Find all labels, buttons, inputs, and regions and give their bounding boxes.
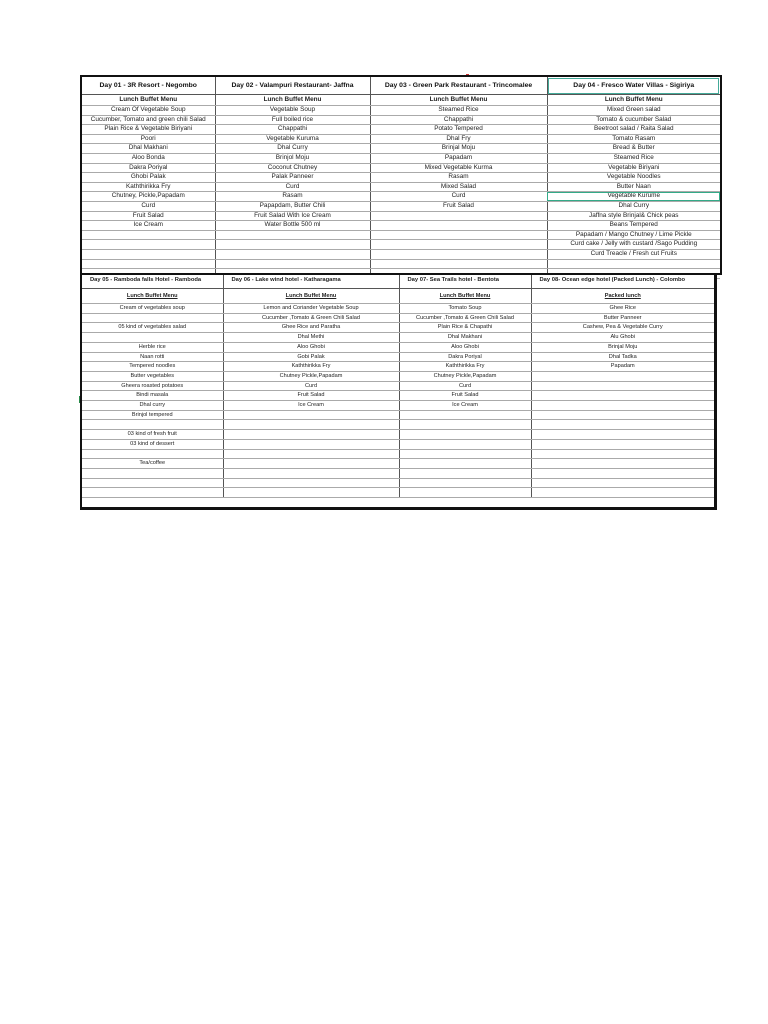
menu-cell[interactable]: Aloo Bonda: [82, 153, 215, 163]
day-header[interactable]: Day 04 - Fresco Water Villas - Sigiriya: [547, 77, 720, 95]
menu-cell[interactable]: Dakra Poriyal: [82, 163, 215, 173]
menu-cell[interactable]: Ice Cream: [82, 221, 215, 231]
menu-cell[interactable]: Potato Tempered: [370, 125, 547, 135]
menu-cell[interactable]: Curd cake / Jelly with custard /Sago Pudding: [547, 240, 720, 250]
menu-cell[interactable]: Cucumber, Tomato and green chili Salad: [82, 115, 215, 125]
table-row: [82, 420, 714, 430]
table-row: [82, 371, 714, 381]
menu-cell[interactable]: Vegetable Biriyani: [547, 163, 720, 173]
menu-cell[interactable]: Brinjol tempered: [82, 410, 223, 420]
menu-cell[interactable]: [223, 459, 399, 469]
table-row: [82, 259, 720, 269]
menu-cell[interactable]: Curd: [82, 201, 215, 211]
table-row: [82, 352, 714, 362]
menu-cell[interactable]: Cream Of Vegetable Soup: [82, 106, 215, 116]
menu-cell[interactable]: [370, 249, 547, 259]
menu-cell[interactable]: Papadam: [531, 362, 714, 372]
menu-cell[interactable]: Beetroot salad / Raita Salad: [547, 125, 720, 135]
menu-cell[interactable]: [399, 430, 531, 440]
menu-cell[interactable]: Mixed Vegetable Kurma: [370, 163, 547, 173]
menu-cell[interactable]: [370, 221, 547, 231]
menu-cell[interactable]: Kaththirikka Fry: [82, 182, 215, 192]
table-row: [82, 439, 714, 449]
menu-cell[interactable]: Lemon and Coriander Vegetable Soup: [223, 304, 399, 314]
menu-title[interactable]: Lunch Buffet Menu: [82, 289, 223, 304]
menu-cell[interactable]: [82, 449, 223, 459]
menu-cell[interactable]: Rasam: [370, 173, 547, 183]
menu-cell[interactable]: Butter Panneer: [531, 313, 714, 323]
menu-cell[interactable]: [82, 468, 223, 478]
table-row: [82, 391, 714, 401]
menu-cell[interactable]: [223, 488, 399, 498]
table-row: [82, 153, 720, 163]
menu-cell[interactable]: Jaffna style Brinjal& Chick peas: [547, 211, 720, 221]
menu-cell[interactable]: [531, 371, 714, 381]
day-header[interactable]: Day 02 - Valampuri Restaurant- Jaffna: [215, 77, 370, 95]
menu-cell[interactable]: [399, 420, 531, 430]
table-row: [82, 201, 720, 211]
menu-cell[interactable]: [215, 259, 370, 269]
menu-cell[interactable]: 03 kind of dessert: [82, 439, 223, 449]
menu-cell[interactable]: 03 kind of fresh fruit: [82, 430, 223, 440]
menu-cell[interactable]: Ghee Rice and Paratha: [223, 323, 399, 333]
subheader-row: [82, 289, 714, 304]
menu-cell[interactable]: [223, 468, 399, 478]
table-row: [82, 221, 720, 231]
menu-cell[interactable]: Dhal Makhani: [399, 333, 531, 343]
table-row: [82, 125, 720, 135]
menu-cell[interactable]: Water Bottle 500 ml: [215, 221, 370, 231]
menu-cell[interactable]: [399, 439, 531, 449]
menu-cell[interactable]: [531, 420, 714, 430]
table-row: [82, 410, 714, 420]
menu-cell[interactable]: [399, 488, 531, 498]
menu-cell[interactable]: Beans Tempered: [547, 221, 720, 231]
menu-cell[interactable]: Papadam / Mango Chutney / Lime Pickle: [547, 230, 720, 240]
menu-cell[interactable]: Chutney Pickle,Papadam: [223, 371, 399, 381]
menu-cell[interactable]: Brinjal Moju: [531, 342, 714, 352]
menu-cell[interactable]: [215, 249, 370, 259]
menu-cell[interactable]: Chappathi: [370, 115, 547, 125]
table-row: [82, 211, 720, 221]
table-row: [82, 134, 720, 144]
menu-cell[interactable]: Cucumber ,Tomato & Green Chili Salad: [399, 313, 531, 323]
menu-cell[interactable]: Steamed Rice: [547, 153, 720, 163]
menu-cell[interactable]: Plain Rice & Vegetable Biriyani: [82, 125, 215, 135]
menu-cell[interactable]: [531, 478, 714, 488]
menu-cell[interactable]: Tempered noodles: [82, 362, 223, 372]
menu-cell[interactable]: [399, 478, 531, 488]
menu-cell[interactable]: Vegetable Noodles: [547, 173, 720, 183]
menu-cell[interactable]: Aloo Ghobi: [223, 342, 399, 352]
table-row: [82, 249, 720, 259]
menu-cell[interactable]: Dakra Poriyal: [399, 352, 531, 362]
menu-title[interactable]: Lunch Buffet Menu: [215, 95, 370, 106]
table-row: [82, 173, 720, 183]
menu-cell[interactable]: Full boiled rice: [215, 115, 370, 125]
menu-cell[interactable]: [531, 439, 714, 449]
table-row: [82, 182, 720, 192]
day-header[interactable]: Day 06 - Lake wind hotel - Katharagama: [223, 275, 399, 289]
menu-cell[interactable]: [82, 259, 215, 269]
table-row: [82, 333, 714, 343]
menu-cell[interactable]: Bread & Butter: [547, 144, 720, 154]
menu-cell[interactable]: Gobi Palak: [223, 352, 399, 362]
menu-cell[interactable]: Tomato Rasam: [547, 134, 720, 144]
menu-cell[interactable]: [370, 240, 547, 250]
table-row: [82, 230, 720, 240]
day-header[interactable]: Day 01 - 3R Resort - Negombo: [82, 77, 215, 95]
menu-title[interactable]: Packed lunch: [531, 289, 714, 304]
menu-cell[interactable]: [399, 468, 531, 478]
table-row: [82, 192, 720, 202]
menu-cell[interactable]: Fruit Salad: [223, 391, 399, 401]
menu-cell[interactable]: [370, 211, 547, 221]
menu-cell[interactable]: [370, 230, 547, 240]
menu-cell[interactable]: [223, 430, 399, 440]
table-row: [82, 342, 714, 352]
menu-cell[interactable]: [82, 420, 223, 430]
menu-cell[interactable]: Fruit Salad: [82, 211, 215, 221]
menu-cell[interactable]: Cream of vegetables soup: [82, 304, 223, 314]
menu-cell[interactable]: Curd: [215, 182, 370, 192]
menu-cell[interactable]: Vegetable Kurume: [547, 192, 720, 202]
table-row: [82, 323, 714, 333]
menu-cell[interactable]: [531, 391, 714, 401]
menu-cell[interactable]: [223, 420, 399, 430]
menu-cell[interactable]: Curd: [223, 381, 399, 391]
menu-title[interactable]: Lunch Buffet Menu: [399, 289, 531, 304]
header-row: [82, 275, 714, 289]
table-row: [82, 478, 714, 488]
header-row: [82, 77, 720, 95]
menu-cell[interactable]: [531, 459, 714, 469]
table-row: [82, 106, 720, 116]
menu-title[interactable]: Lunch Buffet Menu: [547, 95, 720, 106]
menu-cell[interactable]: Papadam: [370, 153, 547, 163]
menu-cell[interactable]: [82, 488, 223, 498]
menu-cell[interactable]: Kaththirikka Fry: [399, 362, 531, 372]
table-row: [82, 381, 714, 391]
menu-cell[interactable]: [531, 468, 714, 478]
table-row: [82, 449, 714, 459]
menu-cell[interactable]: Ice Cream: [223, 401, 399, 411]
menu-cell[interactable]: Ghobi Palak: [82, 173, 215, 183]
menu-cell[interactable]: Dhal curry: [82, 401, 223, 411]
menu-cell[interactable]: Chutney, Pickle,Papadam: [82, 192, 215, 202]
table-row: [82, 468, 714, 478]
table-row: [82, 115, 720, 125]
menu-cell[interactable]: Fruit Salad With Ice Cream: [215, 211, 370, 221]
menu-cell[interactable]: Curd: [399, 381, 531, 391]
menu-cell[interactable]: [223, 410, 399, 420]
table-row: [82, 240, 720, 250]
menu-cell[interactable]: Rasam: [215, 192, 370, 202]
menu-cell[interactable]: Poori: [82, 134, 215, 144]
menu-cell[interactable]: [215, 230, 370, 240]
menu-cell[interactable]: [531, 381, 714, 391]
menu-cell[interactable]: Dhal Tadka: [531, 352, 714, 362]
menu-cell[interactable]: Mixed Salad: [370, 182, 547, 192]
menu-cell[interactable]: Coconut Chutney: [215, 163, 370, 173]
day-header[interactable]: Day 03 - Green Park Restaurant - Trincomalee: [370, 77, 547, 95]
menu-cell[interactable]: Gheera roasted potatoes: [82, 381, 223, 391]
day-header[interactable]: Day 05 - Ramboda falls Hotel - Ramboda: [82, 275, 223, 289]
table-row: [82, 430, 714, 440]
menu-cell[interactable]: [399, 449, 531, 459]
menu-cell[interactable]: Dhal Methi: [223, 333, 399, 343]
menu-cell[interactable]: [82, 230, 215, 240]
menu-cell[interactable]: Curd Treacle / Fresh cut Fruits: [547, 249, 720, 259]
table-row: [82, 313, 714, 323]
menu-cell[interactable]: [399, 459, 531, 469]
table-row: [82, 362, 714, 372]
menu-title[interactable]: Lunch Buffet Menu: [223, 289, 399, 304]
menu-cell[interactable]: [223, 478, 399, 488]
menu-cell[interactable]: Kaththirikka Fry: [223, 362, 399, 372]
table-row: [82, 459, 714, 469]
menu-cell[interactable]: Vegetable Soup: [215, 106, 370, 116]
menu-cell[interactable]: [223, 449, 399, 459]
menu-cell[interactable]: Plain Rice & Chapathi: [399, 323, 531, 333]
menu-cell[interactable]: [531, 449, 714, 459]
menu-cell[interactable]: [215, 240, 370, 250]
menu-cell[interactable]: Cashew, Pea & Vegetable Curry: [531, 323, 714, 333]
menu-cell[interactable]: Fruit Salad: [399, 391, 531, 401]
menu-cell[interactable]: Chutney Pickle,Papadam: [399, 371, 531, 381]
table-row: [82, 488, 714, 498]
top-menu-table: [80, 75, 722, 275]
menu-cell[interactable]: Ice Cream: [399, 401, 531, 411]
menu-cell[interactable]: [547, 259, 720, 269]
menu-cell[interactable]: [531, 410, 714, 420]
menu-cell[interactable]: Tomato Soup: [399, 304, 531, 314]
menu-cell[interactable]: [531, 401, 714, 411]
menu-cell[interactable]: [82, 478, 223, 488]
menu-cell[interactable]: Alu Ghobi: [531, 333, 714, 343]
table-row: [82, 144, 720, 154]
menu-cell[interactable]: Curd: [370, 192, 547, 202]
menu-cell[interactable]: Butter vegetables: [82, 371, 223, 381]
menu-cell[interactable]: Steamed Rice: [370, 106, 547, 116]
menu-cell[interactable]: [82, 240, 215, 250]
menu-cell[interactable]: Dhal Curry: [215, 144, 370, 154]
menu-cell[interactable]: [223, 439, 399, 449]
day-header[interactable]: Day 07- Sea Trails hotel - Bentota: [399, 275, 531, 289]
menu-cell[interactable]: Tea/coffee: [82, 459, 223, 469]
menu-cell[interactable]: [82, 333, 223, 343]
table-row: [82, 304, 714, 314]
menu-title[interactable]: Lunch Buffet Menu: [82, 95, 215, 106]
menu-cell[interactable]: Palak Panneer: [215, 173, 370, 183]
menu-cell[interactable]: 05 kind of vegetables salad: [82, 323, 223, 333]
table-row: [82, 401, 714, 411]
menu-cell[interactable]: Mixed Green salad: [547, 106, 720, 116]
bottom-menu-table: [80, 273, 717, 510]
menu-cell[interactable]: Brinjol Moju: [215, 153, 370, 163]
menu-cell[interactable]: [531, 430, 714, 440]
menu-title[interactable]: Lunch Buffet Menu: [370, 95, 547, 106]
day-header[interactable]: Day 08- Ocean edge hotel (Packed Lunch) - Colombo: [531, 275, 714, 289]
menu-cell[interactable]: Dhal Makhani: [82, 144, 215, 154]
menu-cell[interactable]: [399, 410, 531, 420]
menu-cell[interactable]: Dhal Curry: [547, 201, 720, 211]
menu-cell[interactable]: Dhal Fry: [370, 134, 547, 144]
menu-cell[interactable]: Naan rotti: [82, 352, 223, 362]
menu-cell[interactable]: Vegetable Kuruma: [215, 134, 370, 144]
menu-cell[interactable]: Cucumber ,Tomato & Green Chili Salad: [223, 313, 399, 323]
menu-cell[interactable]: Brinjal Moju: [370, 144, 547, 154]
menu-cell[interactable]: [82, 249, 215, 259]
menu-cell[interactable]: Ghee Rice: [531, 304, 714, 314]
table-row: [82, 163, 720, 173]
menu-cell[interactable]: [82, 313, 223, 323]
menu-cell[interactable]: Aloo Ghobi: [399, 342, 531, 352]
menu-cell[interactable]: Tomato & cucumber Salad: [547, 115, 720, 125]
menu-cell[interactable]: Butter Naan: [547, 182, 720, 192]
menu-cell[interactable]: Herble rice: [82, 342, 223, 352]
subheader-row: [82, 95, 720, 106]
menu-cell[interactable]: Papapdam, Butter Chili: [215, 201, 370, 211]
menu-cell[interactable]: [531, 488, 714, 498]
menu-cell[interactable]: [370, 259, 547, 269]
menu-cell[interactable]: Chappathi: [215, 125, 370, 135]
menu-cell[interactable]: Fruit Salad: [370, 201, 547, 211]
menu-cell[interactable]: Bindi masala: [82, 391, 223, 401]
